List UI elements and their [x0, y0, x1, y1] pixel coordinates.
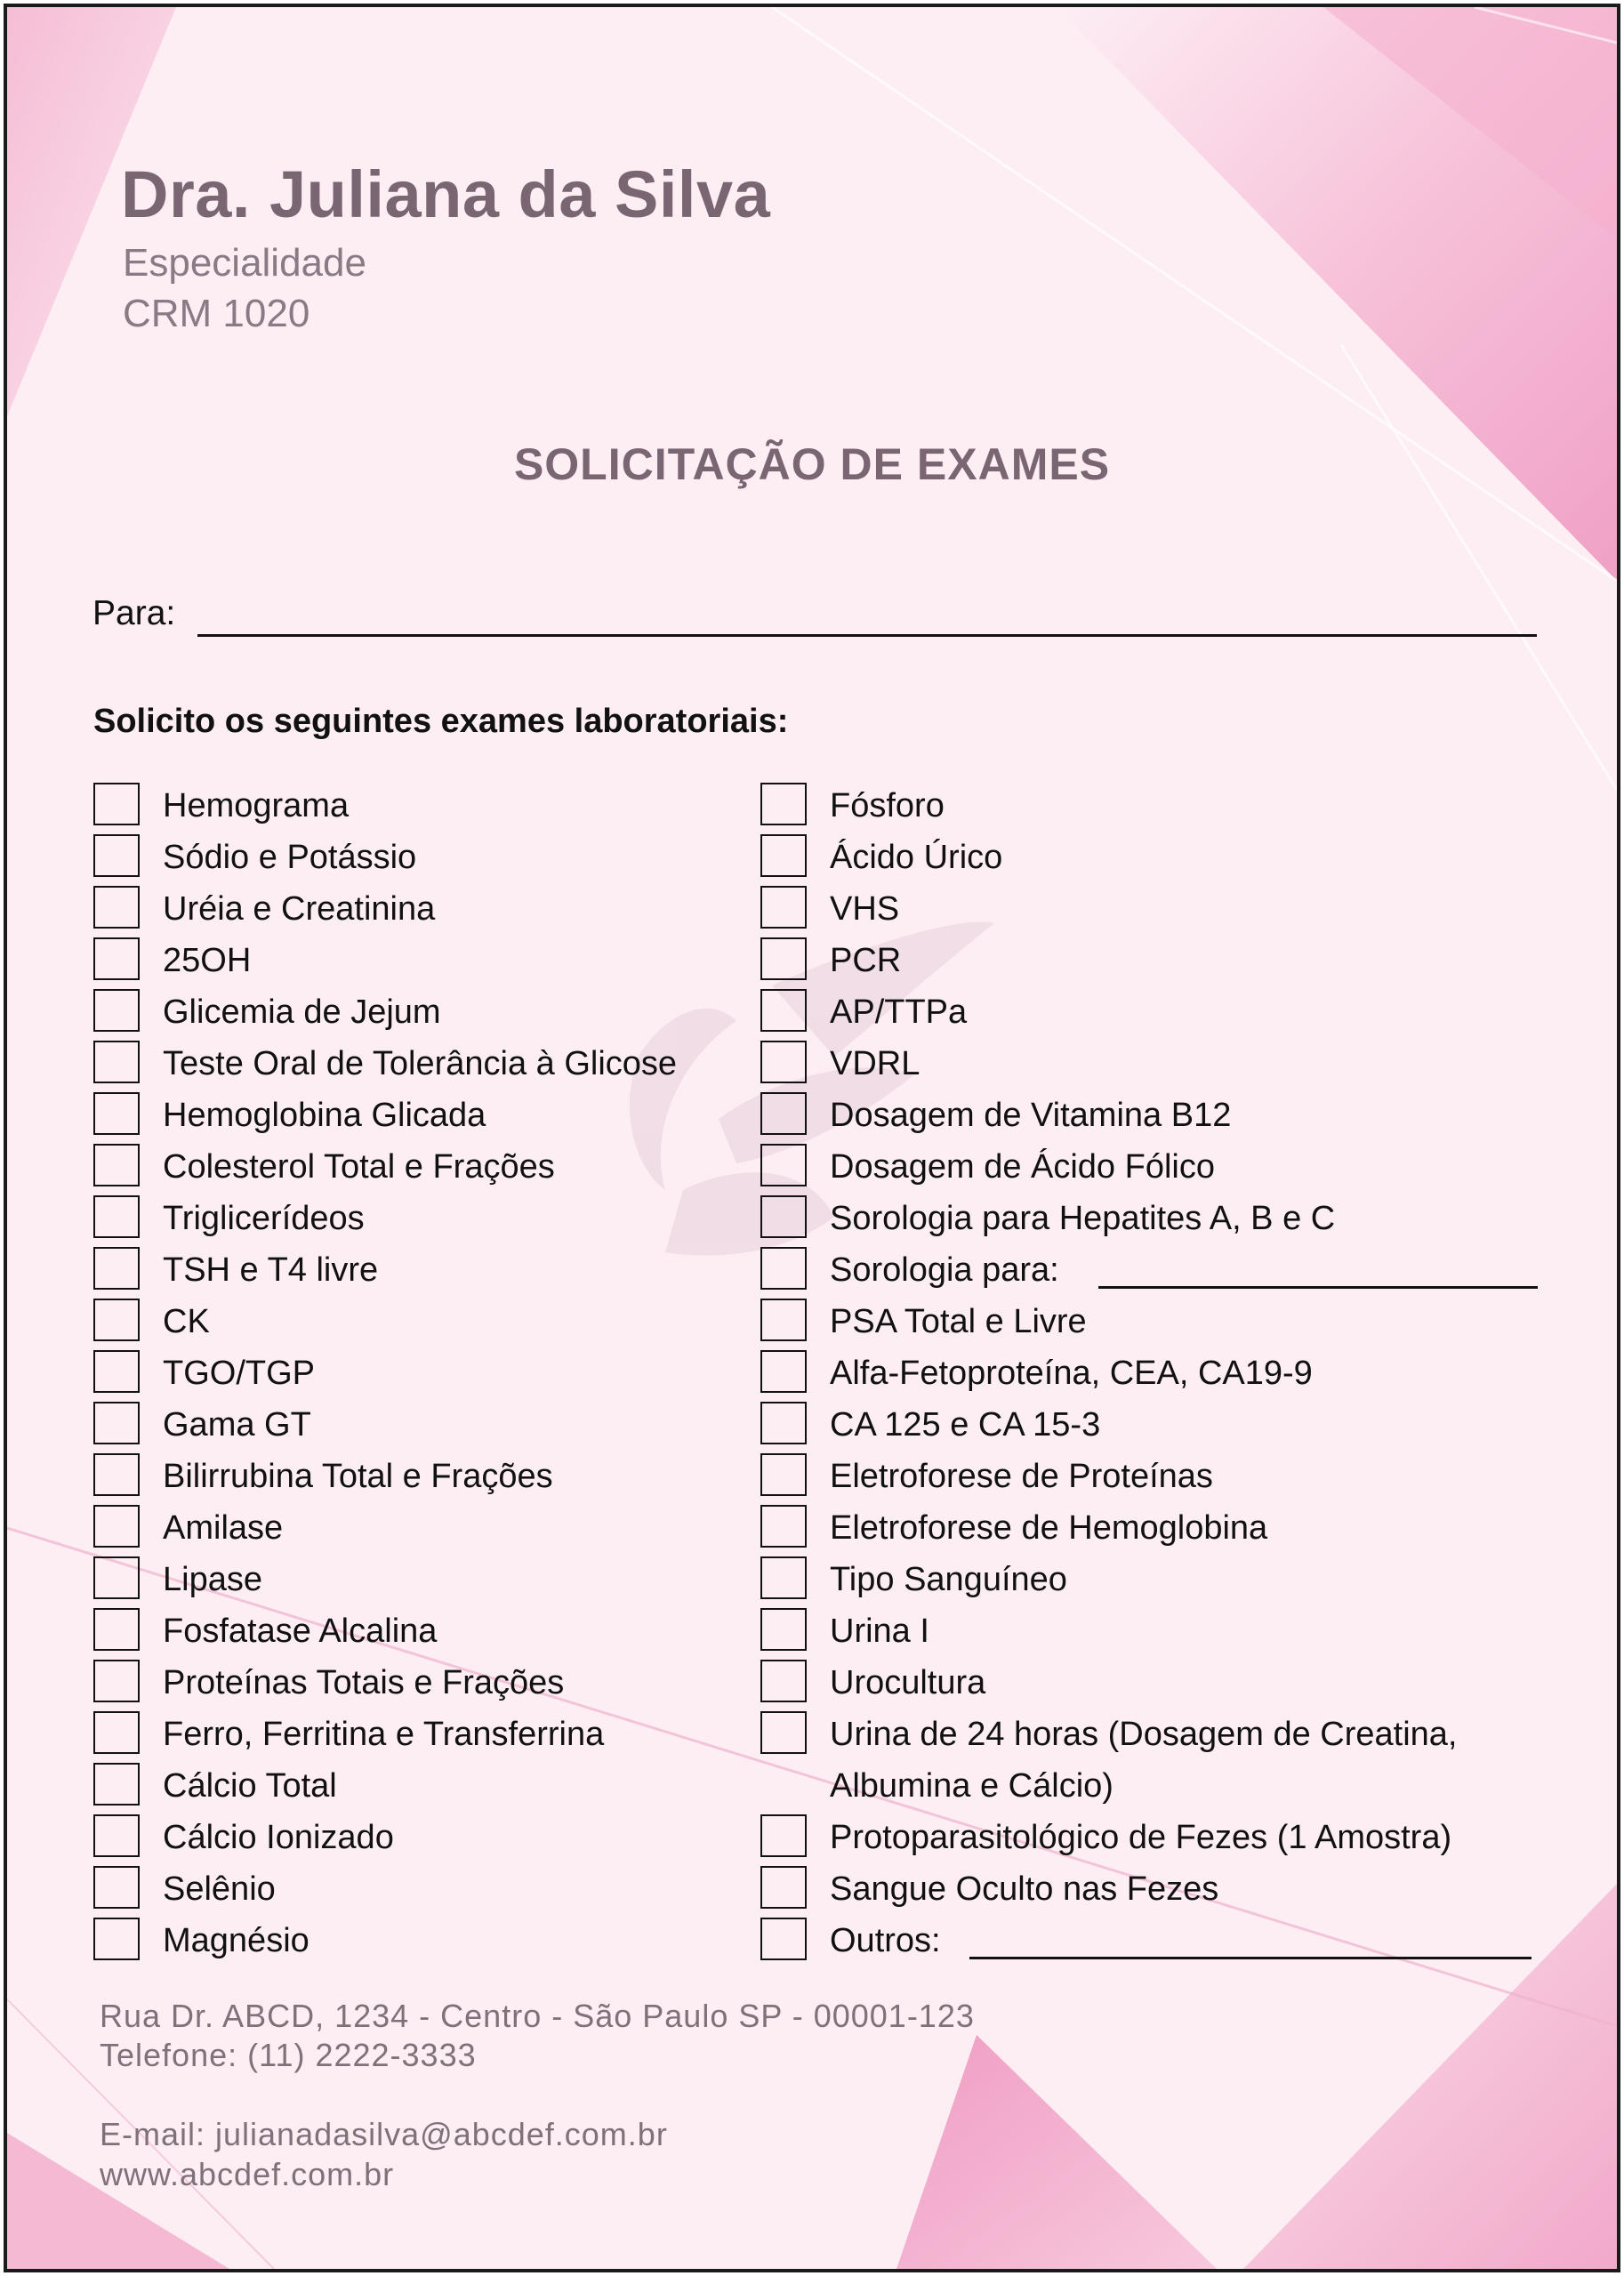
exam-label: Eletroforese de Hemoglobina [830, 1509, 1268, 1547]
exam-checkbox[interactable] [760, 1556, 807, 1599]
exam-label: Uréia e Creatinina [163, 890, 436, 928]
doctor-name: Dra. Juliana da Silva [121, 157, 771, 231]
exam-checkbox[interactable] [760, 1092, 807, 1135]
exam-checkbox[interactable] [93, 1350, 140, 1393]
exam-checkbox[interactable] [760, 989, 807, 1032]
exam-checkbox[interactable] [760, 1350, 807, 1393]
exam-label: Magnésio [163, 1922, 310, 1959]
exam-label: Ferro, Ferritina e Transferrina [163, 1716, 605, 1753]
exam-label: Triglicerídeos [163, 1200, 365, 1237]
exam-label: Colesterol Total e Frações [163, 1148, 555, 1186]
footer-address: Rua Dr. ABCD, 1234 - Centro - São Paulo SP - 00001-123 [100, 1998, 975, 2034]
exam-checkbox[interactable] [93, 1453, 140, 1496]
exam-checkbox[interactable] [93, 1711, 140, 1754]
exam-checkbox[interactable] [93, 886, 140, 929]
bottom-right-shape [1243, 1884, 1617, 2269]
exam-checkbox[interactable] [760, 1660, 807, 1702]
exam-checkbox[interactable] [93, 937, 140, 980]
exam-label: Sódio e Potássio [163, 839, 417, 876]
footer-phone: Telefone: (11) 2222-3333 [100, 2037, 477, 2073]
exam-checkbox[interactable] [93, 1918, 140, 1960]
exam-checkbox[interactable] [93, 1814, 140, 1857]
exam-checkbox[interactable] [93, 1402, 140, 1444]
exam-label: CA 125 e CA 15-3 [830, 1406, 1101, 1444]
exam-checkbox[interactable] [93, 1247, 140, 1290]
exam-label: Lipase [163, 1561, 262, 1598]
exam-checkbox[interactable] [760, 783, 807, 825]
exam-checkbox[interactable] [760, 1814, 807, 1857]
exam-label: Eletroforese de Proteínas [830, 1458, 1213, 1495]
exam-label: Sangue Oculto nas Fezes [830, 1870, 1219, 1908]
bottom-middle-shape [896, 2035, 1217, 2269]
para-label: Para: [92, 594, 176, 632]
exam-label: Proteínas Totais e Frações [163, 1664, 565, 1701]
exam-label: Ácido Úrico [830, 839, 1003, 876]
exam-label: VHS [830, 890, 900, 928]
exam-label: Protoparasitológico de Fezes (1 Amostra) [830, 1819, 1452, 1856]
exam-label: CK [163, 1303, 210, 1340]
exam-checkbox[interactable] [760, 1041, 807, 1083]
exam-label: Cálcio Ionizado [163, 1819, 394, 1856]
exam-checkbox[interactable] [760, 1247, 807, 1290]
exam-checkbox[interactable] [93, 1299, 140, 1341]
exam-label: PCR [830, 942, 902, 979]
exam-label: Gama GT [163, 1406, 311, 1444]
footer-website: www.abcdef.com.br [100, 2156, 395, 2192]
exam-label: Alfa-Fetoproteína, CEA, CA19-9 [830, 1355, 1313, 1392]
exam-checkbox[interactable] [760, 1144, 807, 1186]
exam-label: AP/TTPa [830, 993, 968, 1031]
exam-checkbox[interactable] [760, 1453, 807, 1496]
exam-checkbox[interactable] [760, 1711, 807, 1754]
exam-label: Dosagem de Vitamina B12 [830, 1097, 1232, 1134]
sorologia-input-line[interactable] [1098, 1286, 1538, 1289]
para-input-line[interactable] [197, 634, 1537, 637]
exam-checkbox[interactable] [760, 834, 807, 877]
exam-checkbox[interactable] [760, 1505, 807, 1548]
exam-label: Tipo Sanguíneo [830, 1561, 1067, 1598]
exam-label: Bilirrubina Total e Frações [163, 1458, 553, 1495]
exam-checkbox[interactable] [93, 1763, 140, 1806]
exam-label: PSA Total e Livre [830, 1303, 1087, 1340]
footer-email: E-mail: julianadasilva@abcdef.com.br [100, 2116, 668, 2152]
exam-checkbox[interactable] [93, 1660, 140, 1702]
exam-checkbox[interactable] [93, 1556, 140, 1599]
exam-checkbox[interactable] [93, 783, 140, 825]
exams-intro: Solicito os seguintes exames laboratoriais: [93, 703, 789, 740]
exam-label: Cálcio Total [163, 1767, 337, 1805]
exam-request-form [4, 4, 1620, 2272]
exam-checkbox[interactable] [93, 1866, 140, 1909]
exam-checkbox[interactable] [93, 989, 140, 1032]
exam-checkbox[interactable] [93, 834, 140, 877]
exam-checkbox[interactable] [760, 1299, 807, 1341]
exam-label: Outros: [830, 1922, 941, 1959]
exam-label: TSH e T4 livre [163, 1251, 379, 1289]
exam-checkbox[interactable] [760, 1866, 807, 1909]
exam-checkbox[interactable] [760, 1608, 807, 1651]
exam-label: Dosagem de Ácido Fólico [830, 1148, 1215, 1186]
exam-checkbox[interactable] [760, 1918, 807, 1960]
exam-checkbox[interactable] [760, 886, 807, 929]
exam-label: Urocultura [830, 1664, 986, 1701]
exam-checkbox[interactable] [760, 1195, 807, 1238]
exam-checkbox[interactable] [93, 1608, 140, 1651]
exam-label: VDRL [830, 1045, 921, 1082]
exam-checkbox[interactable] [93, 1092, 140, 1135]
exam-label: Hemograma [163, 787, 350, 824]
exam-label: Glicemia de Jejum [163, 993, 441, 1031]
exam-label: Hemoglobina Glicada [163, 1097, 486, 1134]
exam-label: TGO/TGP [163, 1355, 315, 1392]
exam-label: Sorologia para: [830, 1251, 1059, 1289]
exam-label: Urina de 24 horas (Dosagem de Creatina, [830, 1716, 1458, 1753]
exam-label: Fosfatase Alcalina [163, 1613, 438, 1650]
exam-label: Teste Oral de Tolerância à Glicose [163, 1045, 678, 1082]
exam-label-continued: Albumina e Cálcio) [830, 1767, 1113, 1805]
outros-input-line[interactable] [969, 1957, 1532, 1959]
exam-checkbox[interactable] [760, 1402, 807, 1444]
exam-label: Sorologia para Hepatites A, B e C [830, 1200, 1336, 1237]
form-title: SOLICITAÇÃO DE EXAMES [513, 439, 1111, 489]
doctor-crm: CRM 1020 [123, 292, 310, 335]
exam-label: 25OH [163, 942, 252, 979]
exam-checkbox[interactable] [760, 937, 807, 980]
exam-label: Fósforo [830, 787, 945, 824]
exam-label: Amilase [163, 1509, 284, 1547]
exam-label: Selênio [163, 1870, 276, 1908]
exam-checkbox[interactable] [93, 1041, 140, 1083]
doctor-specialty: Especialidade [123, 241, 366, 285]
exam-checkbox[interactable] [93, 1195, 140, 1238]
exam-label: Urina I [830, 1613, 929, 1650]
exam-checkbox[interactable] [93, 1144, 140, 1186]
exam-checkbox[interactable] [93, 1505, 140, 1548]
